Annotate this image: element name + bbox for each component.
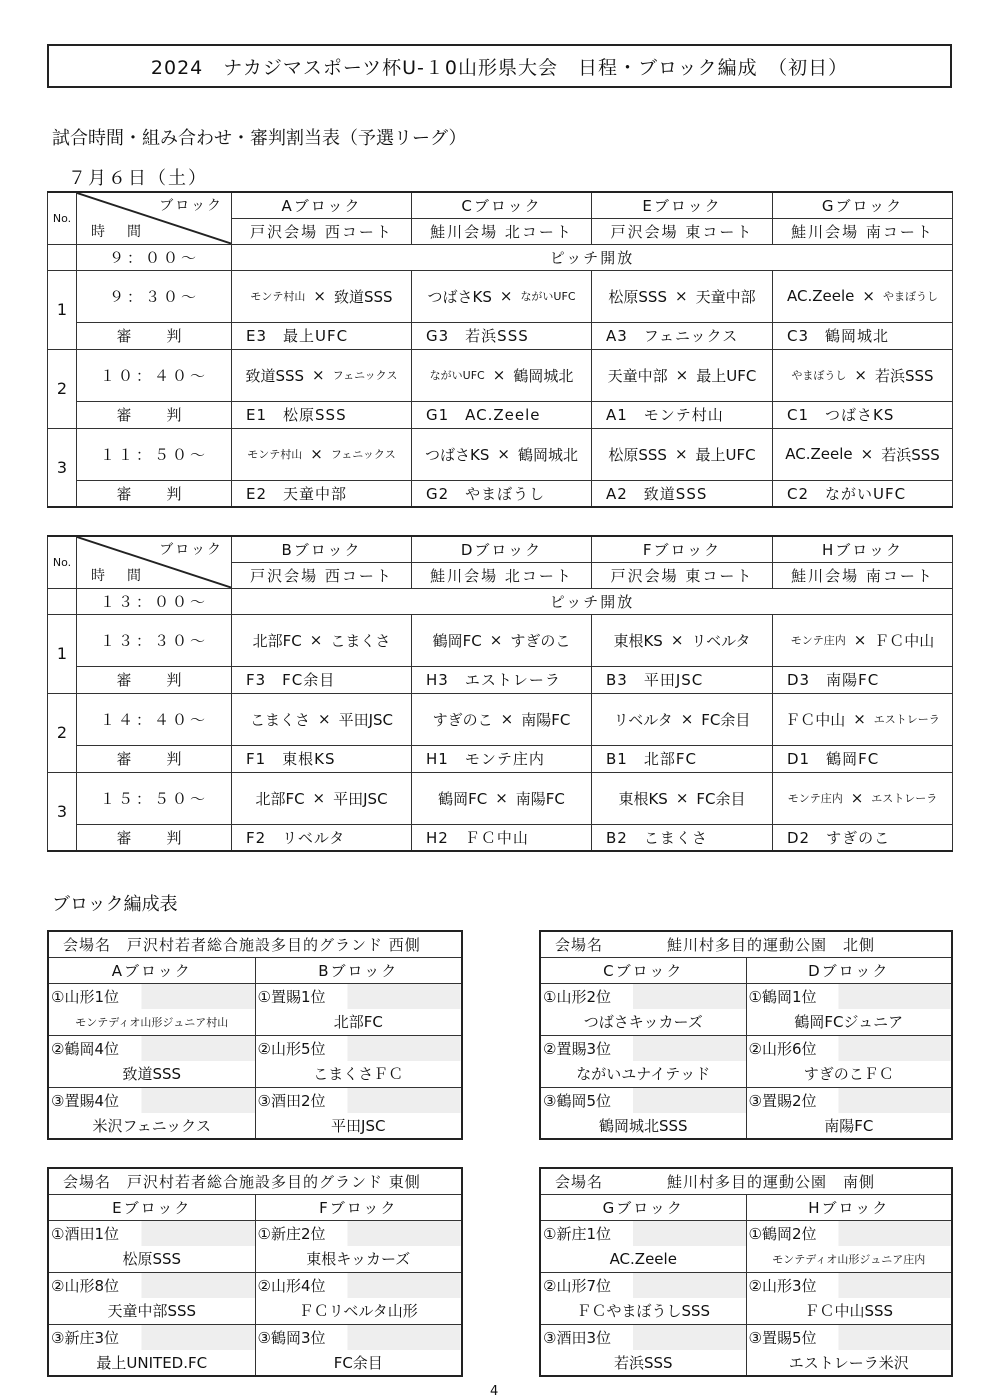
away-team: すぎのこ <box>510 631 571 650</box>
versus-mark: × <box>674 287 688 305</box>
away-team: 平田JSC <box>333 789 388 808</box>
team-name: モンテディオ山形ジュニア村山 <box>48 1009 255 1035</box>
court-header: 鮭川会場 北コート <box>412 562 592 588</box>
court-header: 鮭川会場 南コート <box>773 562 953 588</box>
court-header: 戸沢会場 西コート <box>232 218 412 244</box>
home-team: ＦＣ中山 <box>785 710 846 729</box>
versus-mark: × <box>500 710 514 728</box>
referee-cell: D2 すぎのこ <box>773 824 953 851</box>
match-cell <box>232 693 412 745</box>
home-team: 鶴岡FC <box>432 631 482 650</box>
away-team: リベルタ <box>691 631 751 650</box>
home-team: ながいUFC <box>429 369 485 382</box>
team-name: ＦＣやまぼうしSSS <box>540 1298 746 1324</box>
away-team: FC余目 <box>696 789 746 808</box>
away-team: 鶴岡城北 <box>513 366 574 385</box>
versus-mark: × <box>675 366 689 384</box>
game-time: １４：４０～ <box>77 693 232 745</box>
versus-mark: × <box>860 445 874 463</box>
block-header: Dブロック <box>412 536 592 562</box>
team-name: 鶴岡城北SSS <box>540 1113 746 1139</box>
versus-mark: × <box>495 789 508 807</box>
game-time: ９：３０～ <box>77 270 232 322</box>
team-name: 平田JSC <box>255 1113 462 1139</box>
team-name: 米沢フェニックス <box>48 1113 255 1139</box>
versus-mark: × <box>310 445 323 463</box>
open-time: １３：００～ <box>77 588 232 614</box>
referee-cell: A1 モンテ村山 <box>592 401 773 428</box>
block-name: Bブロック <box>255 957 462 983</box>
away-team: ながいUFC <box>520 290 576 303</box>
versus-mark: × <box>489 631 503 649</box>
referee-cell: H2 ＦＣ中山 <box>412 824 592 851</box>
document-title: 2024 ナカジマスポーツ杯U-１0山形県大会 日程・ブロック編成 （初日） <box>47 44 952 88</box>
game-number: 1 <box>48 270 77 349</box>
match-cell <box>773 614 953 666</box>
away-team: 平田JSC <box>338 710 393 729</box>
away-team: 若浜SSS <box>881 445 940 464</box>
team-name: すぎのこＦＣ <box>746 1061 952 1087</box>
seed-rank: ②山形4位 <box>255 1272 462 1298</box>
referee-label: 審 判 <box>77 666 232 693</box>
court-header: 戸沢会場 東コート <box>592 562 773 588</box>
seed-rank: ②山形8位 <box>48 1272 255 1298</box>
match-cell <box>592 428 773 480</box>
block-name: Dブロック <box>746 957 952 983</box>
game-time: １１：５０～ <box>77 428 232 480</box>
away-team: こまくさ <box>330 631 391 650</box>
referee-cell: G3 若浜SSS <box>412 322 592 349</box>
match-cell <box>592 349 773 401</box>
away-team: 最上UFC <box>696 366 757 385</box>
home-team: 致道SSS <box>245 366 305 385</box>
away-team: 若浜SSS <box>875 366 934 385</box>
venue-name: 会場名 鮭川村多目的運動公園 南側 <box>540 1168 952 1194</box>
versus-mark: × <box>309 631 323 649</box>
match-cell <box>592 693 773 745</box>
seed-rank: ②置賜3位 <box>540 1035 746 1061</box>
block-corner-label: ブロック <box>159 198 223 214</box>
game-number: 2 <box>48 349 77 428</box>
away-team: ＦＣ中山 <box>874 631 935 650</box>
match-cell <box>232 349 412 401</box>
diagonal-header <box>77 536 232 588</box>
seed-rank: ①山形1位 <box>48 983 255 1009</box>
referee-cell: F1 東根KS <box>232 745 412 772</box>
home-team: こまくさ <box>249 710 310 729</box>
game-number: 3 <box>48 428 77 507</box>
seed-rank: ①酒田1位 <box>48 1220 255 1246</box>
page-number: 4 <box>490 1384 499 1397</box>
match-cell <box>773 693 953 745</box>
team-name: つばさキッカーズ <box>540 1009 746 1035</box>
seed-rank: ③鶴岡5位 <box>540 1087 746 1113</box>
seed-rank: ③置賜4位 <box>48 1087 255 1113</box>
seed-rank: ①置賜1位 <box>255 983 462 1009</box>
referee-cell: A2 致道SSS <box>592 480 773 507</box>
referee-cell: H1 モンテ庄内 <box>412 745 592 772</box>
versus-mark: × <box>318 710 331 728</box>
away-team: やまぼうし <box>882 290 938 303</box>
seed-rank: ③酒田3位 <box>540 1324 746 1350</box>
away-team: FC余目 <box>701 710 751 729</box>
match-cell <box>412 614 592 666</box>
team-name: 若浜SSS <box>540 1350 746 1376</box>
seed-rank: ②山形7位 <box>540 1272 746 1298</box>
game-number: 2 <box>48 693 77 772</box>
seed-rank: ①山形2位 <box>540 983 746 1009</box>
team-name: ＦＣ中山SSS <box>746 1298 952 1324</box>
seed-rank: ①鶴岡1位 <box>746 983 952 1009</box>
game-time: １３：３０～ <box>77 614 232 666</box>
court-header: 鮭川会場 北コート <box>412 218 592 244</box>
home-team: AC.Zeele <box>785 445 853 463</box>
game-number: 1 <box>48 614 77 693</box>
block-table-tozawa-west <box>47 930 463 1140</box>
team-name: 鶴岡FCジュニア <box>746 1009 952 1035</box>
block-name: Fブロック <box>255 1194 462 1220</box>
venue-name: 会場名 戸沢村若者総合施設多目的グランド 東側 <box>48 1168 462 1194</box>
match-cell <box>592 772 773 824</box>
home-team: 東根KS <box>618 789 668 808</box>
no-header: No. <box>48 536 77 588</box>
seed-rank: ③鶴岡3位 <box>255 1324 462 1350</box>
seed-rank: ②山形5位 <box>255 1035 462 1061</box>
court-header: 鮭川会場 南コート <box>773 218 953 244</box>
match-cell <box>232 614 412 666</box>
referee-cell: G2 やまぼうし <box>412 480 592 507</box>
team-name: ながいユナイテッド <box>540 1061 746 1087</box>
block-table-sakegawa-south <box>539 1167 953 1377</box>
match-cell <box>773 270 953 322</box>
team-name: モンテディオ山形ジュニア庄内 <box>746 1246 952 1272</box>
referee-cell: E1 松原SSS <box>232 401 412 428</box>
versus-mark: × <box>675 789 689 807</box>
match-cell <box>412 349 592 401</box>
home-team: 天童中部 <box>607 366 668 385</box>
team-name: 北部FC <box>255 1009 462 1035</box>
away-team: フェニックス <box>330 448 396 461</box>
home-team: 松原SSS <box>608 287 667 306</box>
block-heading: ブロック編成表 <box>52 894 178 915</box>
match-cell <box>412 772 592 824</box>
referee-cell: F3 FC余目 <box>232 666 412 693</box>
block-header: Hブロック <box>773 536 953 562</box>
match-cell <box>773 772 953 824</box>
schedule-heading: 試合時間・組み合わせ・審判割当表（予選リーグ） <box>52 128 467 149</box>
referee-label: 審 判 <box>77 401 232 428</box>
versus-mark: × <box>497 445 510 463</box>
block-header: Bブロック <box>232 536 412 562</box>
team-name: 致道SSS <box>48 1061 255 1087</box>
match-cell <box>773 349 953 401</box>
match-cell <box>412 270 592 322</box>
seed-rank: ②山形3位 <box>746 1272 952 1298</box>
block-header: Gブロック <box>773 192 953 218</box>
referee-label: 審 判 <box>77 824 232 851</box>
referee-cell: B1 北部FC <box>592 745 773 772</box>
home-team: 北部FC <box>252 631 302 650</box>
no-header: No. <box>48 192 77 244</box>
away-team: 南陽FC <box>521 710 571 729</box>
away-team: 鶴岡城北 <box>517 445 578 464</box>
versus-mark: × <box>670 631 684 649</box>
seed-rank: ①鶴岡2位 <box>746 1220 952 1246</box>
home-team: すぎのこ <box>432 710 493 729</box>
home-team: 東根KS <box>613 631 663 650</box>
court-header: 戸沢会場 東コート <box>592 218 773 244</box>
versus-mark: × <box>853 710 866 728</box>
team-name: 松原SSS <box>48 1246 255 1272</box>
referee-cell: D3 南陽FC <box>773 666 953 693</box>
match-cell <box>592 270 773 322</box>
away-team: 最上UFC <box>695 445 756 464</box>
referee-cell: C2 ながいUFC <box>773 480 953 507</box>
block-header: Fブロック <box>592 536 773 562</box>
referee-cell: C3 鶴岡城北 <box>773 322 953 349</box>
schedule-date: ７月６日（土） <box>68 168 208 189</box>
home-team: AC.Zeele <box>787 287 855 305</box>
seed-rank: ①新庄2位 <box>255 1220 462 1246</box>
match-cell <box>592 614 773 666</box>
home-team: モンテ村山 <box>250 290 306 303</box>
versus-mark: × <box>850 789 864 807</box>
home-team: モンテ庄内 <box>787 792 843 805</box>
versus-mark: × <box>853 631 867 649</box>
team-name: FC余目 <box>255 1350 462 1376</box>
away-team: エストレーラ <box>871 792 938 805</box>
referee-label: 審 判 <box>77 480 232 507</box>
game-time: １０：４０～ <box>77 349 232 401</box>
seed-rank: ③酒田2位 <box>255 1087 462 1113</box>
team-name: 天童中部SSS <box>48 1298 255 1324</box>
versus-mark: × <box>862 287 875 305</box>
home-team: 松原SSS <box>608 445 667 464</box>
block-corner-label: ブロック <box>159 542 223 558</box>
versus-mark: × <box>854 366 867 384</box>
versus-mark: × <box>313 287 326 305</box>
block-header: Cブロック <box>412 192 592 218</box>
home-team: 北部FC <box>255 789 305 808</box>
referee-label: 審 判 <box>77 322 232 349</box>
time-corner-label: 時 間 <box>91 567 145 584</box>
venue-name: 会場名 戸沢村若者総合施設多目的グランド 西側 <box>48 931 462 957</box>
block-table-sakegawa-north <box>539 930 953 1140</box>
referee-cell: G1 AC.Zeele <box>412 401 592 428</box>
time-corner-label: 時 間 <box>91 223 145 240</box>
referee-cell: H3 エストレーラ <box>412 666 592 693</box>
match-cell <box>412 693 592 745</box>
referee-cell: B2 こまくさ <box>592 824 773 851</box>
block-header: Eブロック <box>592 192 773 218</box>
away-team: 致道SSS <box>334 287 393 306</box>
team-name: エストレーラ米沢 <box>746 1350 952 1376</box>
away-team: フェニックス <box>332 369 398 382</box>
match-cell <box>232 428 412 480</box>
team-name: AC.Zeele <box>540 1246 746 1272</box>
home-team: つばさKS <box>425 445 490 464</box>
referee-cell: B3 平田JSC <box>592 666 773 693</box>
diagonal-header <box>77 192 232 244</box>
home-team: リベルタ <box>613 710 673 729</box>
referee-cell: A3 フェニックス <box>592 322 773 349</box>
versus-mark: × <box>680 710 694 728</box>
home-team: モンテ村山 <box>247 448 303 461</box>
referee-cell: E3 最上UFC <box>232 322 412 349</box>
block-name: Hブロック <box>746 1194 952 1220</box>
team-name: ＦＣリベルタ山形 <box>255 1298 462 1324</box>
match-cell <box>773 428 953 480</box>
versus-mark: × <box>674 445 688 463</box>
team-name: 南陽FC <box>746 1113 952 1139</box>
schedule-table-afternoon <box>47 535 953 852</box>
block-header: Aブロック <box>232 192 412 218</box>
match-cell <box>412 428 592 480</box>
away-team: エストレーラ <box>873 713 940 726</box>
seed-rank: ③置賜5位 <box>746 1324 952 1350</box>
versus-mark: × <box>492 366 506 384</box>
home-team: モンテ庄内 <box>790 634 846 647</box>
block-name: Cブロック <box>540 957 746 983</box>
game-number: 3 <box>48 772 77 851</box>
seed-rank: ①新庄1位 <box>540 1220 746 1246</box>
block-name: Gブロック <box>540 1194 746 1220</box>
seed-rank: ③新庄3位 <box>48 1324 255 1350</box>
referee-label: 審 判 <box>77 745 232 772</box>
versus-mark: × <box>312 789 326 807</box>
away-team: 南陽FC <box>515 789 565 808</box>
versus-mark: × <box>312 366 325 384</box>
court-header: 戸沢会場 西コート <box>232 562 412 588</box>
referee-cell: D1 鶴岡FC <box>773 745 953 772</box>
block-name: Eブロック <box>48 1194 255 1220</box>
home-team: 鶴岡FC <box>438 789 488 808</box>
venue-name: 会場名 鮭川村多目的運動公園 北側 <box>540 931 952 957</box>
seed-rank: ②鶴岡4位 <box>48 1035 255 1061</box>
block-table-tozawa-east <box>47 1167 463 1377</box>
open-time: ９：００～ <box>77 244 232 270</box>
referee-cell: C1 つばさKS <box>773 401 953 428</box>
pitch-open-label: ピッチ開放 <box>232 588 953 614</box>
team-name: 東根キッカーズ <box>255 1246 462 1272</box>
versus-mark: × <box>499 287 513 305</box>
referee-cell: E2 天童中部 <box>232 480 412 507</box>
pitch-open-label: ピッチ開放 <box>232 244 953 270</box>
match-cell <box>232 270 412 322</box>
match-cell <box>232 772 412 824</box>
home-team: つばさKS <box>427 287 492 306</box>
seed-rank: ②山形6位 <box>746 1035 952 1061</box>
schedule-table-morning <box>47 191 953 508</box>
block-name: Aブロック <box>48 957 255 983</box>
referee-cell: F2 リベルタ <box>232 824 412 851</box>
seed-rank: ③置賜2位 <box>746 1087 952 1113</box>
team-name: 最上UNITED.FC <box>48 1350 255 1376</box>
away-team: 天童中部 <box>695 287 756 306</box>
game-time: １５：５０～ <box>77 772 232 824</box>
team-name: こまくさＦＣ <box>255 1061 462 1087</box>
home-team: やまぼうし <box>791 369 847 382</box>
